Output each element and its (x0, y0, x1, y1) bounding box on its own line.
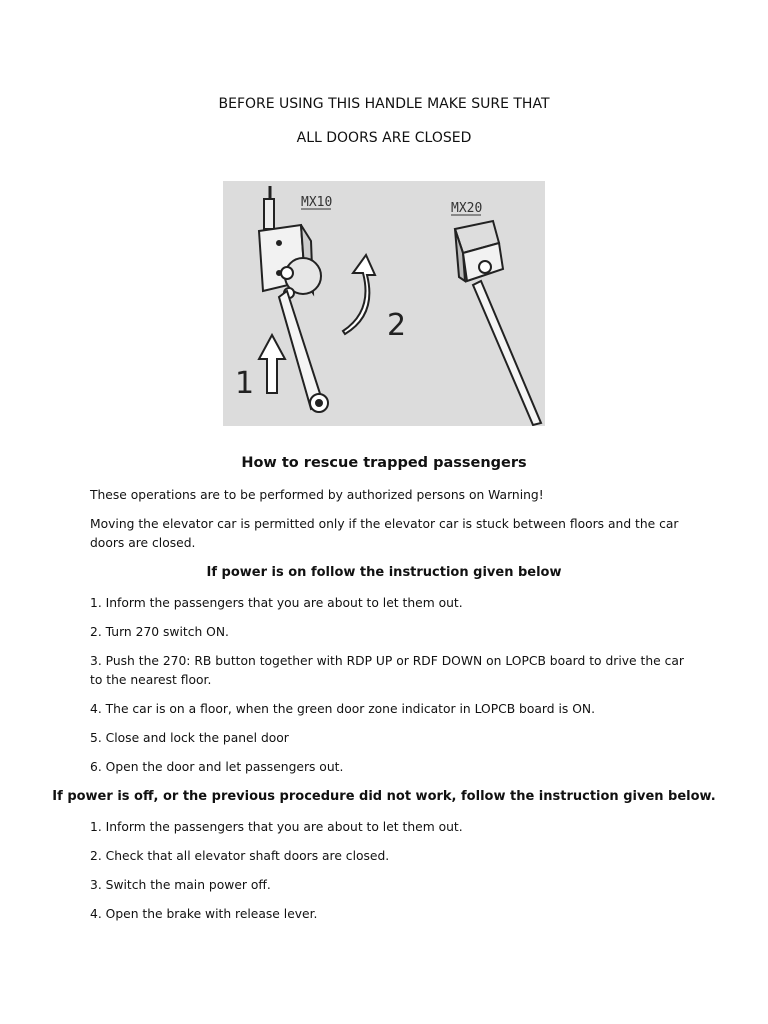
power-on-step-5: 5. Close and lock the panel door (90, 731, 289, 745)
rescue-title: How to rescue trapped passengers (241, 455, 527, 471)
power-off-step-3: 3. Switch the main power off. (90, 878, 271, 892)
mx20-label: MX20 (451, 201, 483, 216)
mx10-label: MX10 (301, 195, 333, 210)
power-on-step-3: 3. Push the 270: RB button together with RDP UP or RDF DOWN on LOPCB board to drive the car to the nearest floor. (90, 654, 684, 687)
power-on-step-1: 1. Inform the passengers that you are about to let them out. (90, 596, 463, 610)
handle-illustration (223, 181, 545, 426)
power-off-heading: If power is off, or the previous procedure did not work, follow the instruction given below. (52, 789, 716, 804)
intro-paragraph-2: Moving the elevator car is permitted only if the elevator car is stuck between floors and the car doors are closed. (90, 517, 679, 550)
power-on-heading: If power is on follow the instruction given below (206, 565, 562, 580)
power-on-step-4: 4. The car is on a floor, when the green door zone indicator in LOPCB board is ON. (90, 702, 595, 716)
warning-header-line-1: BEFORE USING THIS HANDLE MAKE SURE THAT (218, 96, 550, 112)
power-off-step-4: 4. Open the brake with release lever. (90, 907, 318, 921)
power-off-step-1: 1. Inform the passengers that you are about to let them out. (90, 820, 463, 834)
step-2-label: 2 (387, 308, 407, 343)
mx20-handle-drawing (455, 221, 541, 425)
curved-arrow-icon (343, 255, 375, 334)
intro-paragraph-1: These operations are to be performed by authorized persons on Warning! (90, 488, 544, 502)
power-off-step-2: 2. Check that all elevator shaft doors are closed. (90, 849, 390, 863)
warning-header-line-2: ALL DOORS ARE CLOSED (296, 130, 472, 146)
arrow-up-icon (259, 335, 285, 393)
power-on-step-6: 6. Open the door and let passengers out. (90, 760, 344, 774)
release-handle-figure (223, 181, 545, 426)
step-1-label: 1 (235, 366, 255, 401)
power-on-step-2: 2. Turn 270 switch ON. (90, 625, 229, 639)
